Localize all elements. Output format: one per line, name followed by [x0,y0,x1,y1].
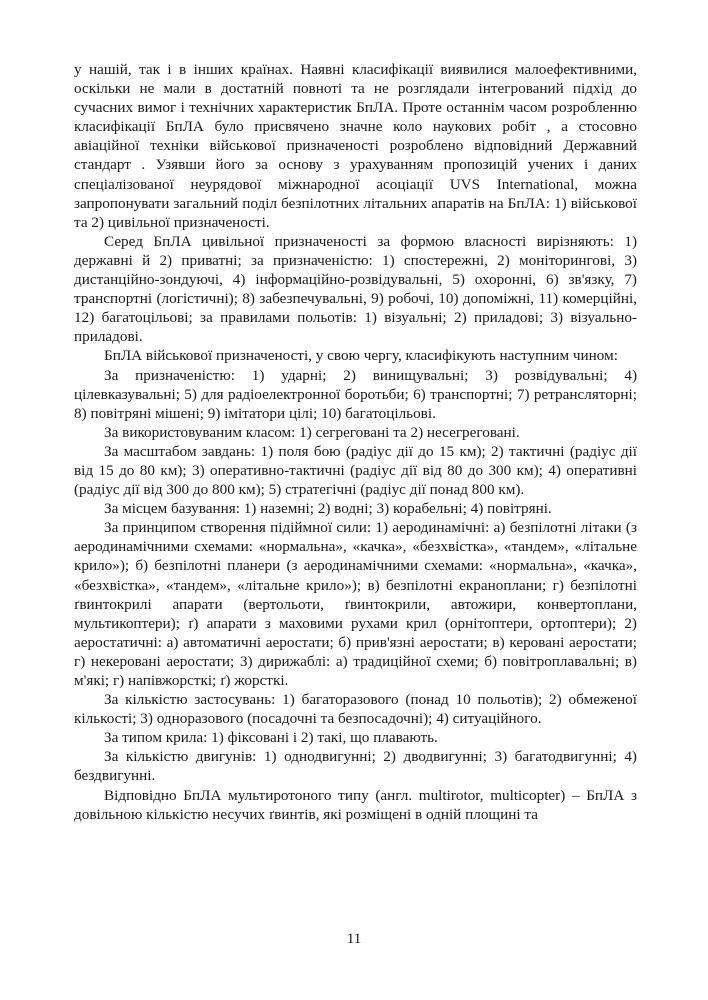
paragraph-by-engine-count: За кількістю двигунів: 1) однодвигунні; 2) дводвигунні; 3) багатодвигунні; 4) бездвигунні. [74,748,637,785]
paragraph-by-class: За використовуваним класом: 1) сегреговані та 2) несегреговані. [104,423,520,441]
paragraph-by-wing-type: За типом крила: 1) фіксовані і 2) такі, що плавають. [104,729,438,747]
paragraph-by-scale: За масштабом завдань: 1) поля бою (радіус дії до 15 км); 2) тактичні (радіус дії від 15 до 80 км); 3) оперативно-тактичні (радіус дії від 80 до 300 км); 4) оперативні (радіус дії від 300 до 800 км); 5) стратегічні (радіус дії понад 800 км). [74,442,637,499]
paragraph-by-basing: За місцем базування: 1) наземні; 2) водні; 3) корабельні; 4) повітряні. [104,500,552,518]
paragraph-continuation: у нашій, так і в інших країнах. Наявні класифікації виявилися малоефективними, оскільки не мали в достатній повноті та не розглядали інтегрований підхід до сучасних вимог і технічних характеристик БпЛА. Проте останнім часом розробленню класифікації БпЛА було присвячено значне коло наукових робіт , а стосовно авіаційної техніки військової призначеності розроблено відповідний Державний стандарт . Узявши його за основу з урахуванням пропозицій учених і даних спеціалізованої неурядової міжнародної асоціації UVS International, можна запропонувати загальний поділ безпілотних літальних апаратів на БпЛА: 1) військової та 2) цивільної призначеності. [74,61,637,231]
paragraph-military-intro: БпЛА військової призначеності, у свою чергу, класифікують наступним чином: [104,347,618,365]
paragraph-multirotor: Відповідно БпЛА мультиротоного типу (англ. multirotor, multicopter) – БпЛА з довільною кількістю несучих ґвинтів, які розміщені в одній площині та [74,786,637,823]
page-number: 11 [346,930,362,947]
paragraph-civil-classification: Серед БпЛА цивільної призначеності за формою власності вирізняють: 1) державні й 2) приватні; за призначеністю: 1) спостережні, 2) моніторингові, 3) дистанційно-зондуючі, 4) інформаційно-розвідувальні, 5) охоронні, 6) зв'язку, 7) транспортні (логістичні); 8) забезпечувальні, 9) робочі, 10) допоміжні, 11) комерційні, 12) багатоцільові; за правилами польотів: 1) візуальні; 2) приладові; 3) візуально-приладові. [74,232,637,346]
paragraph-by-purpose: За призначеністю: 1) ударні; 2) винищувальні; 3) розвідувальні; 4) цілевказувальні; 5) для радіоелектронної боротьби; 6) транспортні; 7) ретрансляторні; 8) повітряні мішені; 9) імітатори цілі; 10) багатоцільові. [74,366,637,422]
body-text [74,60,637,824]
paragraph-by-lift-principle: За принципом створення підіймної сили: 1) аеродинамічні: а) безпілотні літаки (з аеродинамічними схемами: «нормальна», «качка», «безхвістка», «тандем», «літальне крило»); б) безпілотні планери (з аеродинамічними схемами: «нормальна», «качка», «безхвістка», «тандем», «літальне крило»); в) безпілотні екраноплани; г) безпілотні ґвинтокрилі апарати (вертольоти, ґвинтокрили, автожири, конвертоплани, мультикоптери); ґ) апарати з маховими рухами крил (орнітоптери, ортоптери); 2) аеростатичні: а) автоматичні аеростати; б) прив'язні аеростати; в) керовані аеростати; г) некеровані аеростати; 3) дирижаблі: а) традиційної схеми; б) повітроплавальні; в) м'які; г) напівжорсткі; ґ) жорсткі. [74,519,637,689]
paragraph-by-usage-count: За кількістю застосувань: 1) багаторазового (понад 10 польотів); 2) обмеженої кількості; 3) одноразового (посадочні та безпосадочні); 4) ситуаційного. [74,691,637,728]
